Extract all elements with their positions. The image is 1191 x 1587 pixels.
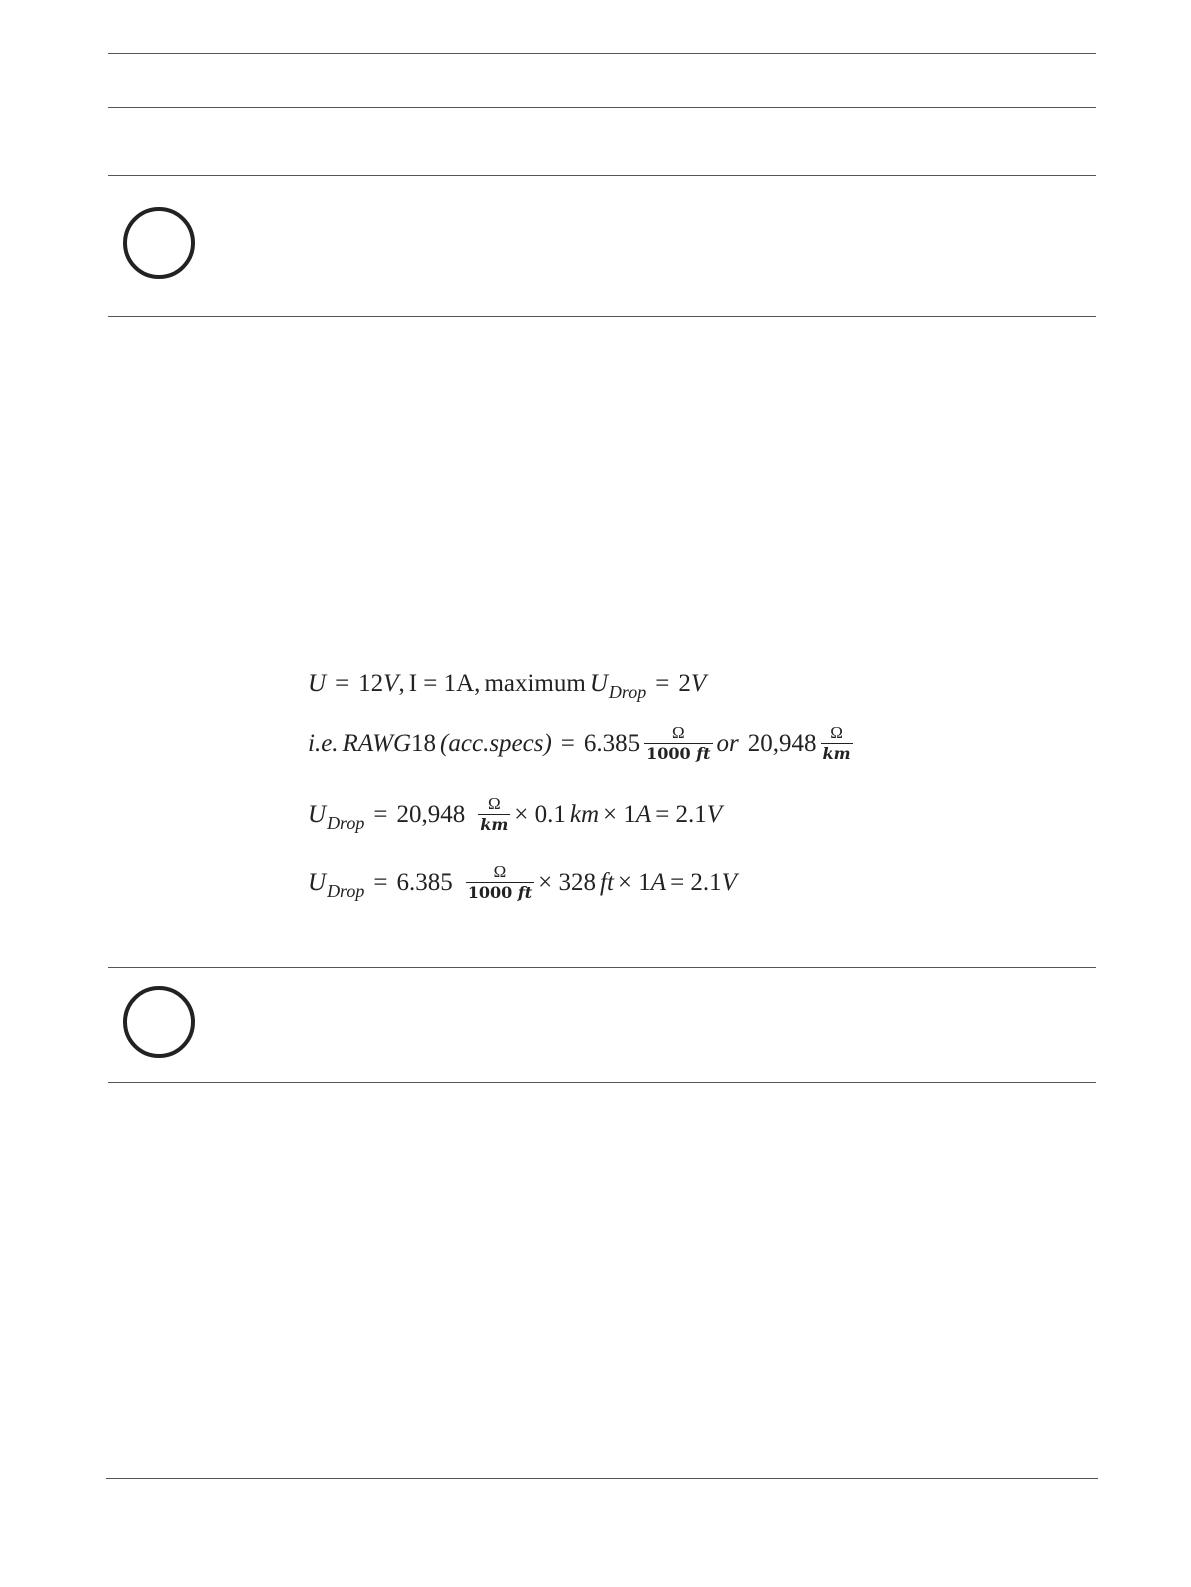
eq1-equals-2: = — [655, 670, 670, 697]
eq3-frac-numerator: Ω — [487, 794, 501, 813]
footer-rule — [106, 1478, 1098, 1479]
eq1-current: I = 1A, — [408, 670, 481, 697]
eq1-u: U — [308, 670, 327, 697]
eq4-fraction-ohm-per-1000ft — [466, 862, 534, 903]
circle-icon — [123, 986, 195, 1058]
eq3-result-unit: V — [706, 800, 723, 828]
eq4-value: 6.385 — [396, 868, 453, 896]
eq4-frac-denominator — [466, 883, 534, 903]
eq4-times-distance: × 328 — [538, 868, 597, 896]
eq2-frac2-denominator: km — [822, 744, 851, 763]
eq3-equals: = — [373, 800, 388, 828]
eq4-frac-den-number: 1000 — [467, 883, 513, 902]
eq2-frac1-den-number: 1000 — [646, 744, 691, 763]
notice-2-bottom-rule — [108, 1082, 1096, 1083]
notice-2-top-rule — [108, 967, 1096, 968]
equation-line-2 — [308, 723, 857, 764]
circle-icon — [123, 207, 195, 279]
eq1-drop-unit: V — [690, 670, 707, 697]
eq3-current-unit: A — [635, 800, 652, 828]
eq3-frac-denominator: km — [480, 815, 509, 834]
eq2-rawg: RAWG — [342, 729, 412, 757]
eq3-subscript: Drop — [327, 812, 365, 833]
eq1-udrop-subscript: Drop — [608, 682, 647, 702]
eq1-maximum-word: maximum — [484, 670, 586, 697]
eq2-frac1-numerator: Ω — [672, 723, 685, 742]
eq3-fraction-ohm-per-km — [478, 794, 510, 835]
eq3-u: U — [308, 800, 327, 828]
eq1-u-value: 12 — [358, 670, 384, 697]
eq1-comma: , — [398, 670, 405, 697]
notice-1-top-rule — [108, 175, 1096, 176]
eq2-value-1: 6.385 — [583, 729, 641, 757]
eq2-equals: = — [560, 729, 575, 757]
eq4-frac-numerator: Ω — [493, 862, 507, 881]
eq1-drop-value: 2 — [678, 670, 691, 697]
eq4-subscript: Drop — [327, 880, 365, 901]
eq1-u-unit: V — [383, 670, 399, 697]
eq4-times-current: × 1 — [617, 868, 651, 896]
eq2-fraction-ohm-per-km — [821, 723, 853, 764]
eq4-distance-unit: ft — [600, 868, 614, 896]
eq2-frac1-denominator — [644, 744, 712, 764]
eq2-ie: i.e. — [308, 729, 339, 757]
equation-line-1 — [308, 669, 707, 702]
header-top-rule — [108, 53, 1096, 54]
eq2-frac2-numerator: Ω — [830, 723, 843, 742]
eq2-rawg-number: 18 — [411, 729, 437, 757]
eq3-distance-unit: km — [569, 800, 600, 828]
equation-line-3 — [308, 794, 722, 835]
eq4-equals: = — [373, 868, 388, 896]
eq4-current-unit: A — [650, 868, 667, 896]
header-bottom-rule — [108, 107, 1096, 108]
eq1-udrop: U — [589, 670, 608, 697]
eq3-value: 20,948 — [396, 800, 466, 828]
equation-line-4 — [308, 862, 737, 903]
eq4-u: U — [308, 868, 327, 896]
eq2-or: or — [716, 729, 739, 757]
eq3-result: = 2.1 — [655, 800, 707, 828]
eq4-result: = 2.1 — [670, 868, 722, 896]
eq3-times-distance: × 0.1 — [514, 800, 566, 828]
eq2-value-2: 20,948 — [747, 729, 817, 757]
eq2-fraction-ohm-per-1000ft — [644, 723, 712, 764]
eq2-frac1-den-unit: ft — [696, 744, 711, 763]
eq2-acc-specs: (acc.specs) — [440, 729, 552, 757]
eq3-times-current: × 1 — [603, 800, 636, 828]
eq4-frac-den-unit: ft — [517, 883, 533, 902]
notice-1-bottom-rule — [108, 316, 1096, 317]
eq4-result-unit: V — [721, 868, 737, 896]
eq1-equals: = — [335, 670, 350, 697]
